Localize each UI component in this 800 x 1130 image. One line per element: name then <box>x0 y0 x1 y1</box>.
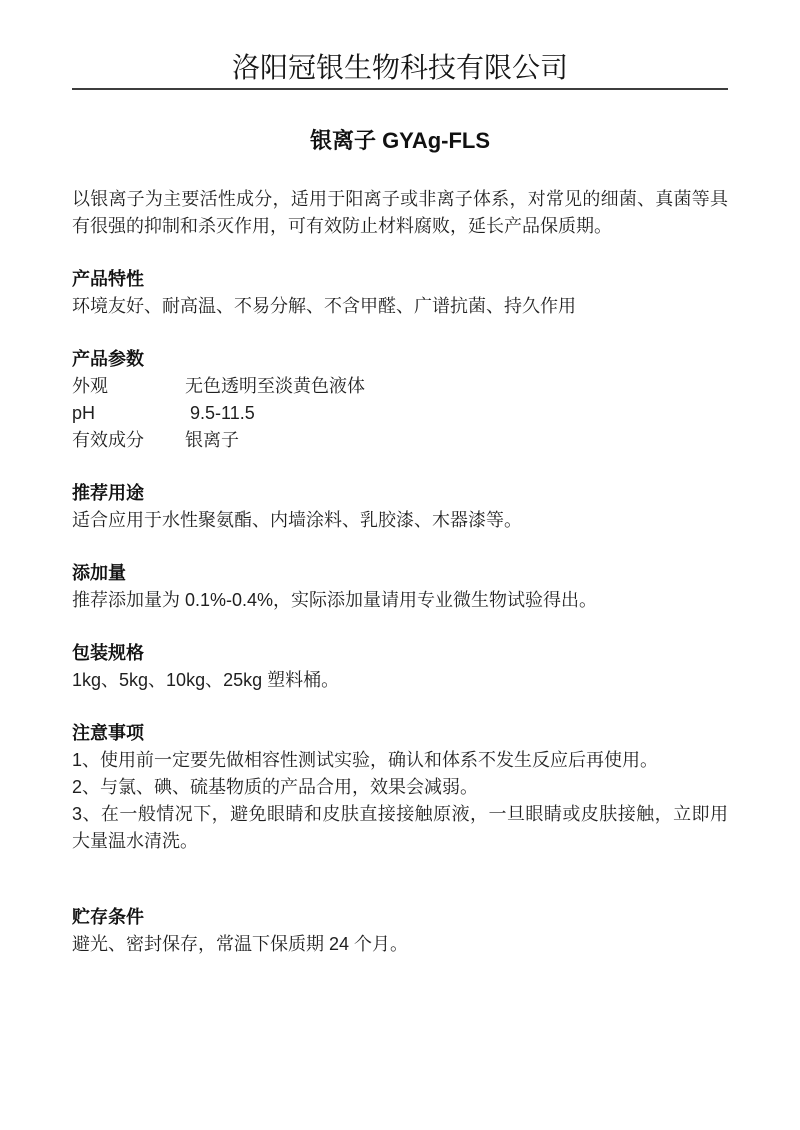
param-row-ph <box>72 400 728 427</box>
storage-body: 避光、密封保存，常温下保质期 24 个月。 <box>72 934 409 954</box>
section-features <box>72 266 728 320</box>
param-row-active-ingredient <box>72 427 728 454</box>
section-precautions <box>72 720 728 855</box>
document-header <box>72 50 728 90</box>
precaution-item-3: 3、在一般情况下，避免眼睛和皮肤直接接触原液，一旦眼睛或皮肤接触，立即用大量温水清洗。 <box>72 804 728 851</box>
packaging-heading: 包装规格 <box>72 643 144 663</box>
product-title: 银离子 GYAg-FLS <box>309 128 491 153</box>
section-storage <box>72 904 728 958</box>
storage-heading: 贮存条件 <box>72 907 144 927</box>
precautions-heading: 注意事项 <box>72 723 144 743</box>
dosage-heading: 添加量 <box>72 563 126 583</box>
param-label-ph: pH <box>72 403 96 423</box>
intro-paragraph: 以银离子为主要活性成分，适用于阳离子或非离子体系，对常见的细菌、真菌等具有很强的抑制和杀灭作用，可有效防止材料腐败，延长产品保质期。 <box>72 189 728 236</box>
param-value-active-ingredient: 银离子 <box>185 430 239 450</box>
dosage-body: 推荐添加量为 0.1%-0.4%，实际添加量请用专业微生物试验得出。 <box>72 590 598 610</box>
parameters-heading: 产品参数 <box>72 349 144 369</box>
section-parameters <box>72 346 728 454</box>
usage-heading: 推荐用途 <box>72 483 144 503</box>
param-row-appearance <box>72 373 728 400</box>
section-dosage <box>72 560 728 614</box>
param-label-active-ingredient: 有效成分 <box>72 430 144 450</box>
features-body: 环境友好、耐高温、不易分解、不含甲醛、广谱抗菌、持久作用 <box>72 296 576 316</box>
section-usage <box>72 480 728 534</box>
precaution-item-2: 2、与氯、碘、硫基物质的产品合用，效果会减弱。 <box>72 777 479 797</box>
section-packaging <box>72 640 728 694</box>
usage-body: 适合应用于水性聚氨酯、内墙涂料、乳胶漆、木器漆等。 <box>72 510 522 530</box>
features-heading: 产品特性 <box>72 269 144 289</box>
precaution-item-1: 1、使用前一定要先做相容性测试实验，确认和体系不发生反应后再使用。 <box>72 750 659 770</box>
company-name: 洛阳冠银生物科技有限公司 <box>231 53 568 84</box>
packaging-body: 1kg、5kg、10kg、25kg 塑料桶。 <box>72 670 340 690</box>
param-value-appearance: 无色透明至淡黄色液体 <box>185 376 365 396</box>
param-label-appearance: 外观 <box>72 376 108 396</box>
param-value-ph: 9.5-11.5 <box>185 403 255 423</box>
